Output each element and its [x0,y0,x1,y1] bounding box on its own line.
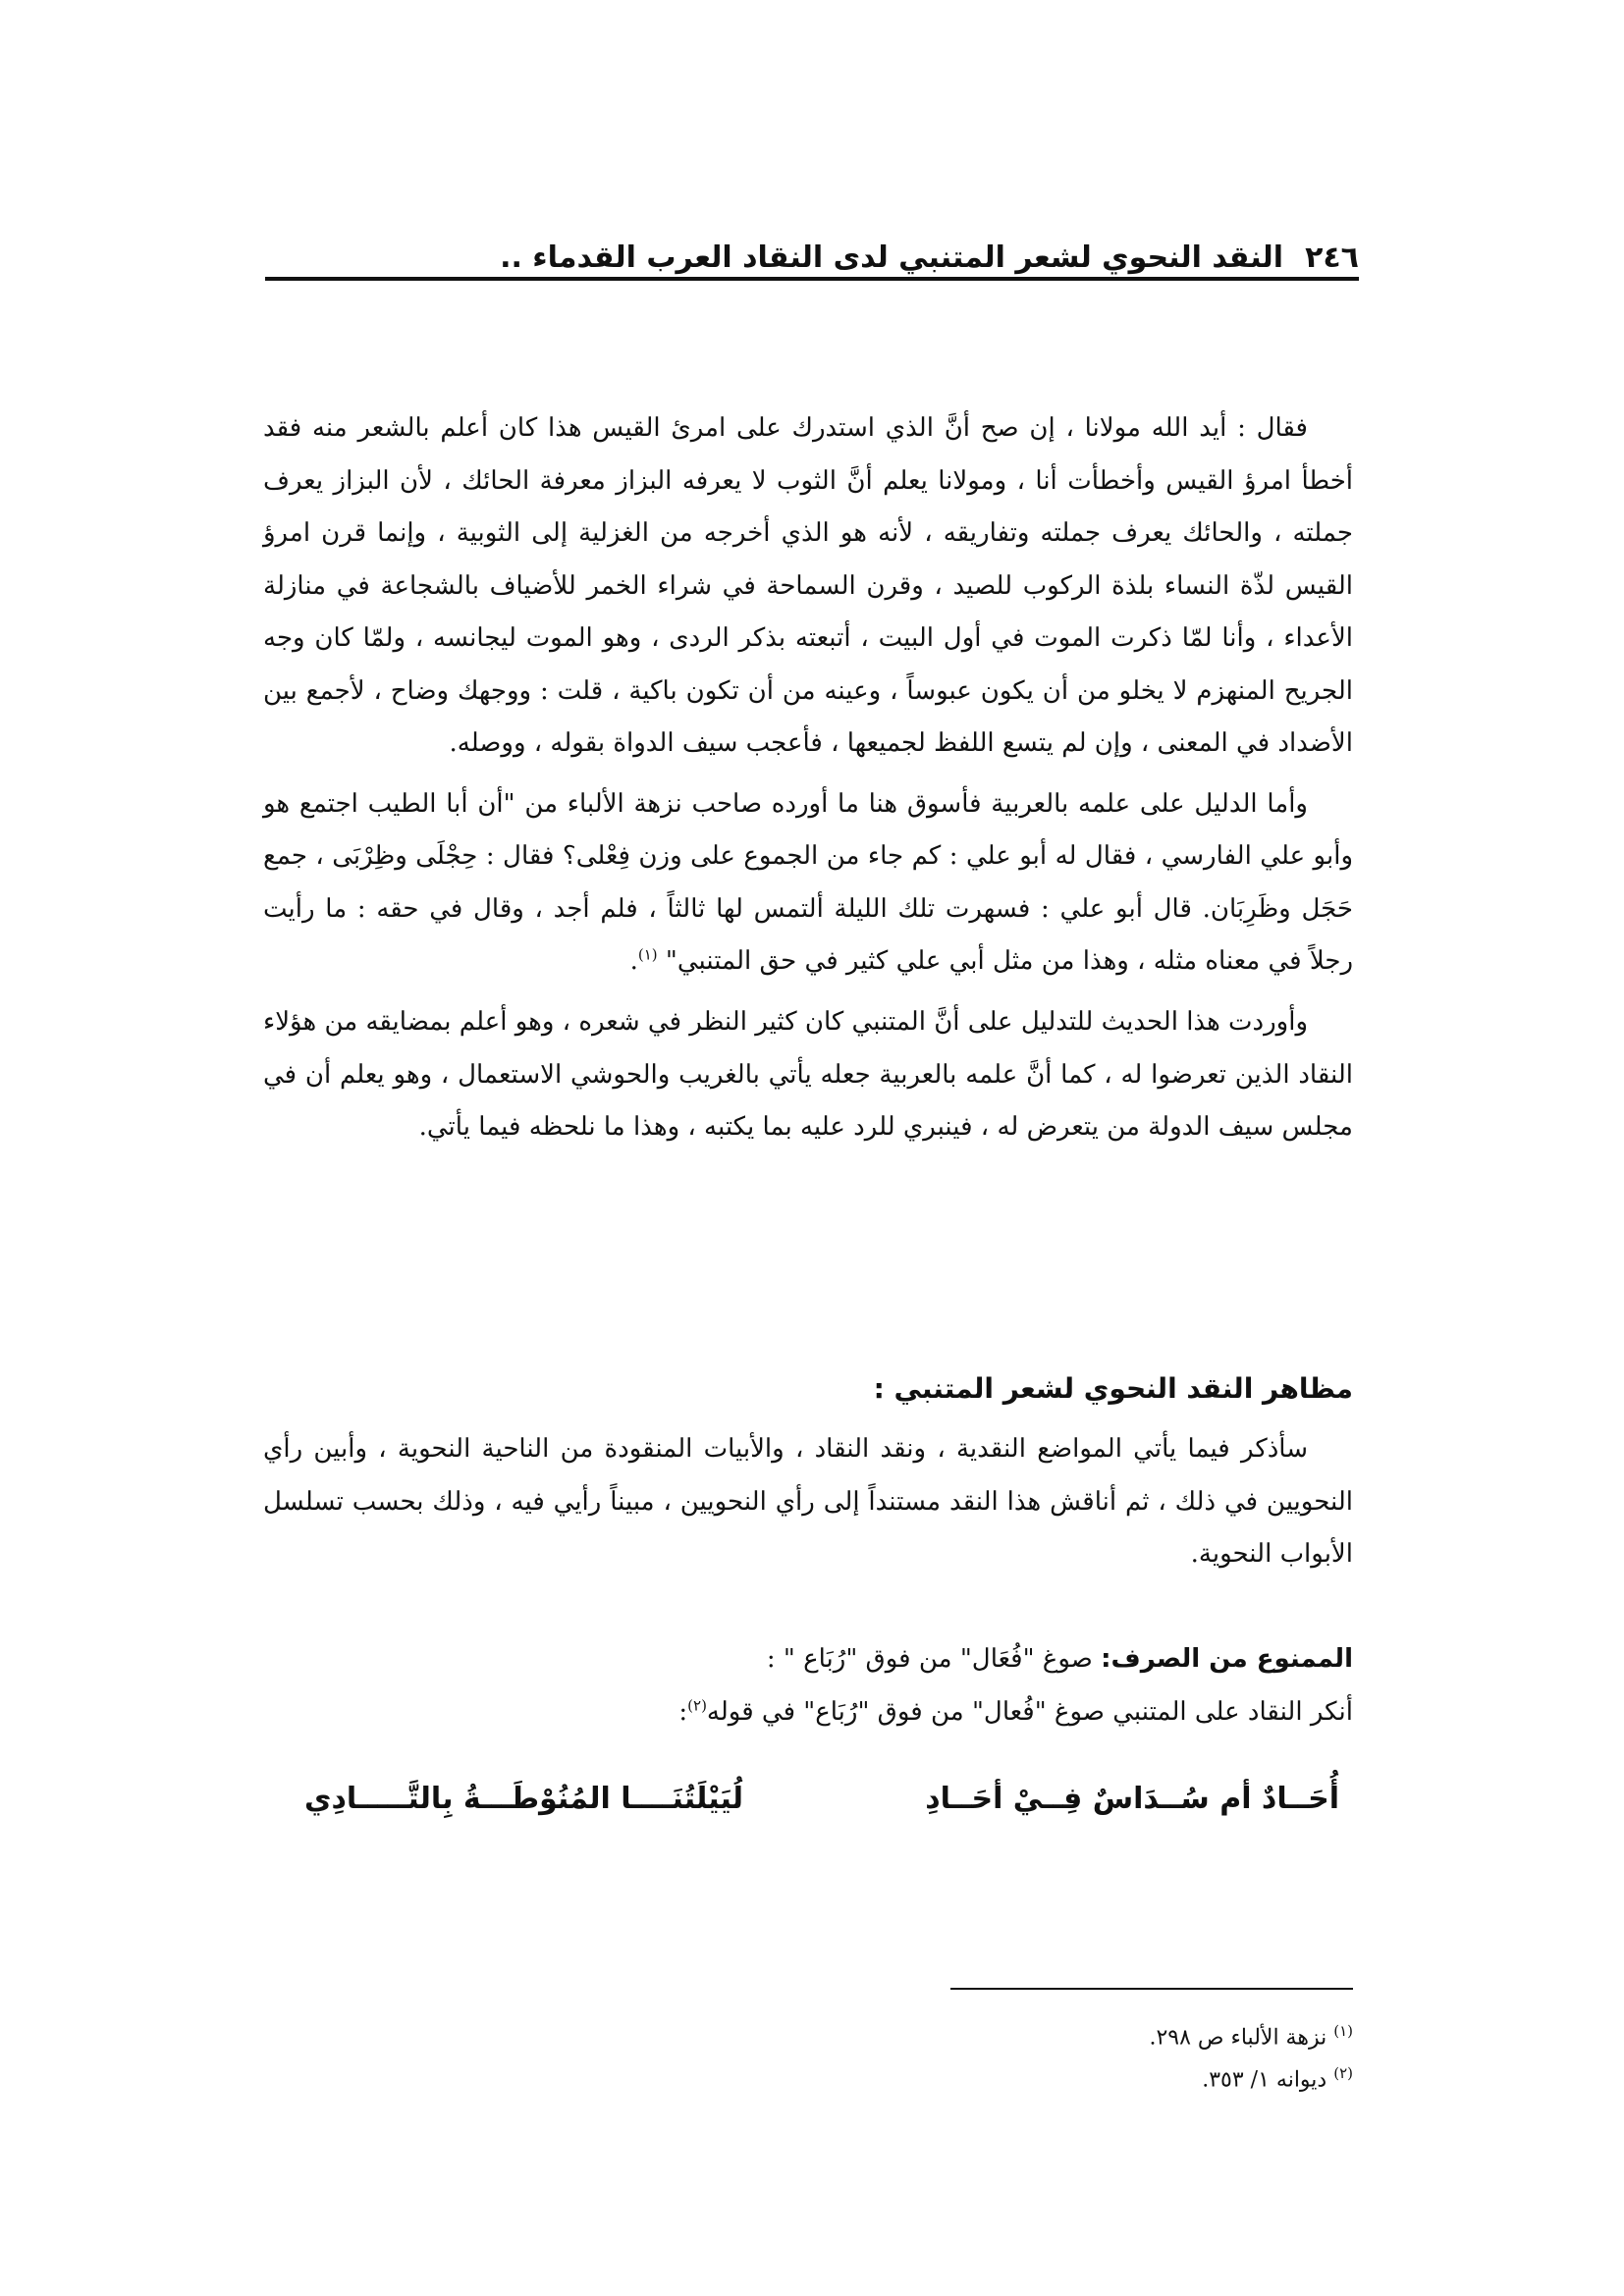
paragraph-3: وأوردت هذا الحديث للتدليل على أنَّ المتنبي كان كثير النظر في شعره ، وهو أعلم بمضايقه من هؤلاء النقاد الذين تعرضوا له ، كما أنَّ علمه بالعربية جعله يأتي بالغريب والحوشي الاستعمال ، وهو يعلم أن في مجلس سيف الدولة من يتعرض له ، فينبري للرد عليه بما يكتبه ، وهذا ما نلحظه فيما يأتي. [263,1007,1353,1143]
poetry-verse [304,1769,1339,1828]
footnote-2 [263,2059,1353,2102]
body-text [263,402,1353,1162]
subsection-label: الممنوع من الصرف: [1101,1644,1353,1674]
paragraph-2-end: . [629,946,638,977]
verse-first-hemistich: أُحَــادٌ أم سُــدَاسٌ فِــيْ أحَــادِ [925,1781,1339,1816]
running-header [265,218,1359,273]
subsection [263,1633,1353,1738]
footnote-ref-2: (٢) [687,1695,707,1714]
subsection-intro [263,1686,1353,1739]
section-heading: مظاهر النقد النحوي لشعر المتنبي : [873,1372,1353,1405]
footnote-rule [950,1988,1353,1990]
subsection-title [263,1633,1353,1686]
section-paragraph: سأذكر فيما يأتي المواضع النقدية ، ونقد النقاد ، والأبيات المنقودة من الناحية النحوية ، وأبين رأي النحويين في ذلك ، ثم أناقش هذا النقد مستنداً إلى رأي النحويين ، مبيناً رأيي فيه ، وذلك بحسب تسلسل الأبواب النحوية. [263,1434,1354,1570]
header-rule [265,277,1359,281]
paragraph-1: فقال : أيد الله مولانا ، إن صح أنَّ الذي استدرك على امرئ القيس هذا كان أعلم بالشعر منه فقد أخطأ امرؤ القيس وأخطأت أنا ، ومولانا يعلم أنَّ الثوب لا يعرفه البزاز معرفة الحائك ، لأن البزاز يعرف جملته ، والحائك يعرف جملته وتفاريقه ، لأنه هو الذي أخرجه من الغزلية إلى الثوبية ، وإنما قرن امرؤ القيس لذّة النساء بلذة الركوب للصيد ، وقرن السماحة في شراء الخمر للأضياف بالشجاعة في منازلة الأعداء ، وأنا لمّا ذكرت الموت في أول البيت ، أتبعته بذكر الردى ، وهو الموت ليجانسه ، ولمّا كان وجه الجريح المنهزم لا يخلو من أن يكون عبوساً ، وعينه من أن تكون باكية ، قلت : ووجهك وضاح ، لأجمع بين الأضداد في المعنى ، وإن لم يتسع اللفظ لجميعها ، فأعجب سيف الدواة بقوله ، ووصله. [263,413,1353,759]
footnote-2-marker: (٢) [1333,2064,1353,2083]
footnote-1-text: نزهة الألباء ص ٢٩٨. [1149,2025,1327,2051]
subsection-intro-end: : [678,1696,688,1727]
subsection-intro-text: أنكر النقاد على المتنبي صوغ "فُعال" من فوق "رُبَاع" في قوله [706,1696,1353,1727]
verse-second-hemistich: لُيَيْلَتُنَــــا المُنُوْطَـــةُ بِالتَّـــــادِي [304,1781,744,1816]
section-text [263,1423,1353,1581]
footnote-ref-1: (١) [637,945,658,964]
page-number: ٢٤٦ [1305,240,1359,275]
footnote-1-marker: (١) [1333,2022,1353,2040]
paragraph-2-text: وأما الدليل على علمه بالعربية فأسوق هنا ما أورده صاحب نزهة الألباء من "أن أبا الطيب اجتمع هو وأبو علي الفارسي ، فقال له أبو علي : كم جاء من الجموع على وزن فِعْلى؟ فقال : حِجْلَى وظِرْبَى ، جمع حَجَل وظَرِبَان. قال أبو علي : فسهرت تلك الليلة ألتمس لها ثالثاً ، فلم أجد ، وقال في حقه : ما رأيت رجلاً في معناه مثله ، وهذا من مثل أبي علي كثير في حق المتنبي" [263,788,1353,977]
paragraph-2 [263,778,1353,988]
footnote-1 [263,2017,1353,2059]
running-title: النقد النحوي لشعر المتنبي لدى النقاد العرب القدماء .. [500,240,1284,275]
subsection-title-text: صوغ "فُعَال" من فوق "رُبَاع " : [766,1644,1093,1674]
footnotes [263,2017,1353,2102]
footnote-2-text: ديوانه ١/ ٣٥٣. [1202,2067,1327,2093]
